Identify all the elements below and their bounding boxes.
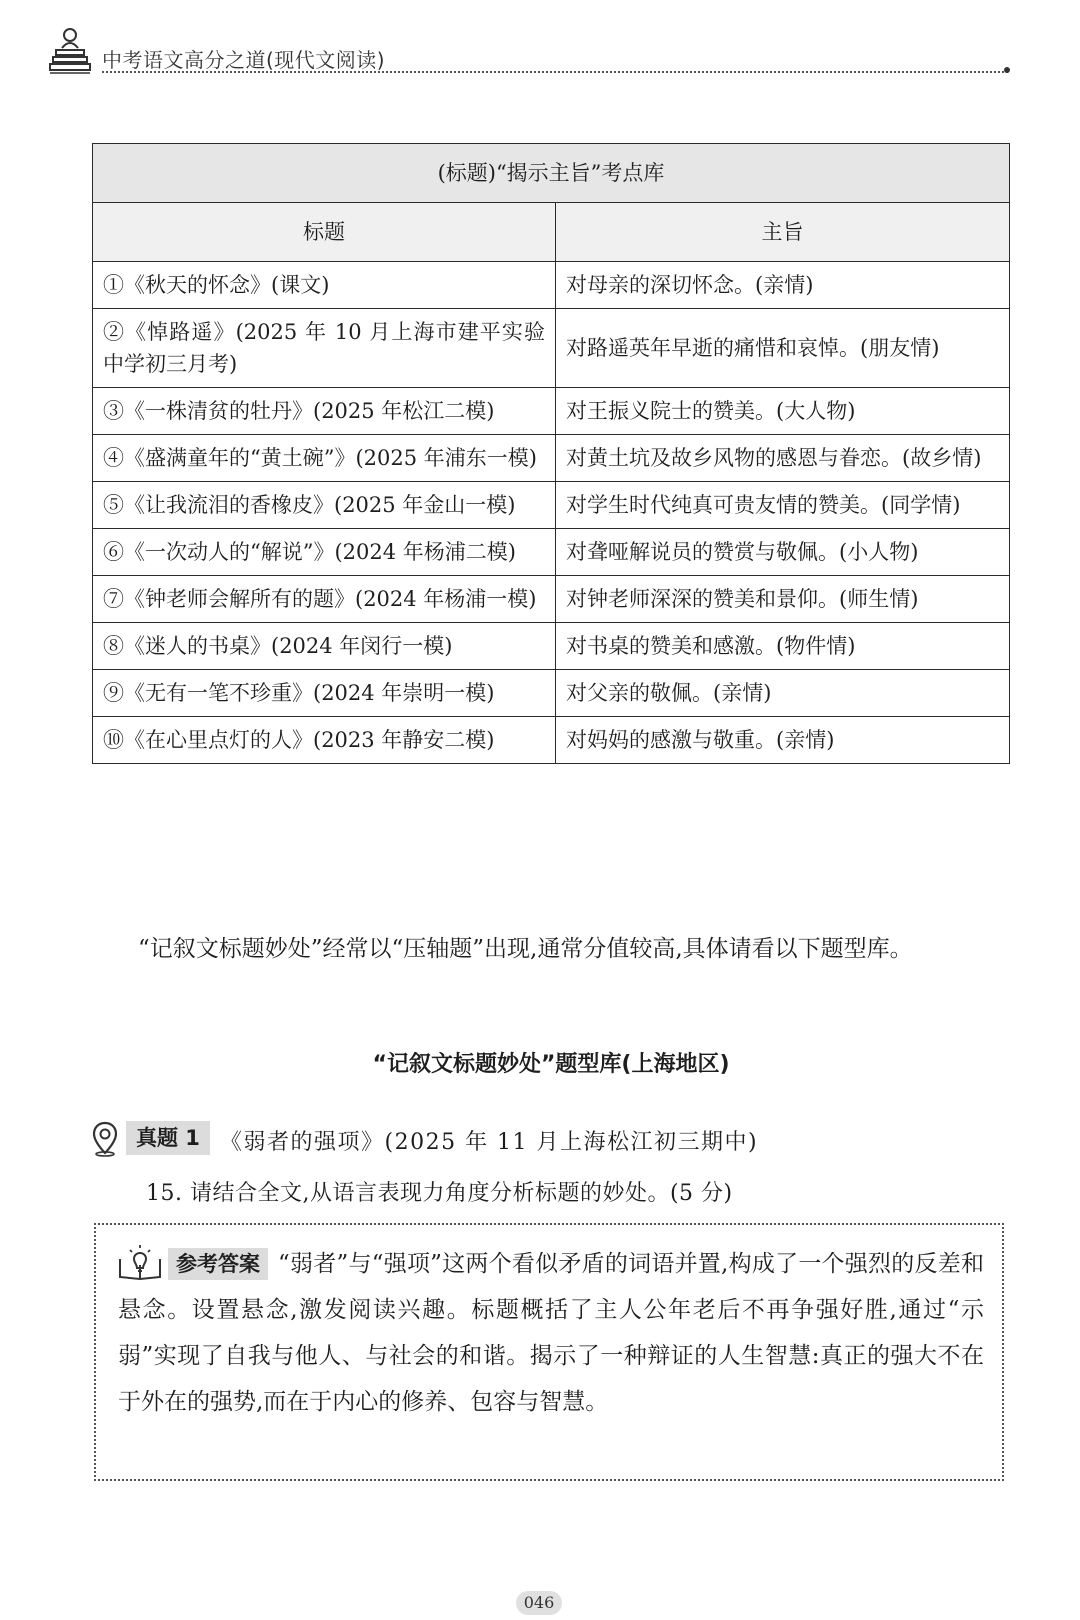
- intro-paragraph: “记叙文标题妙处”经常以“压轴题”出现,通常分值较高,具体请看以下题型库。: [138, 936, 913, 962]
- row-title: ④《盛满童年的“黄土碗”》(2025 年浦东一模): [93, 435, 556, 482]
- table-caption-row: [93, 144, 1010, 203]
- book-title: 中考语文高分之道(现代文阅读): [102, 48, 386, 72]
- table-row: [93, 717, 1010, 764]
- row-theme: 对妈妈的感激与敬重。(亲情): [556, 717, 1010, 764]
- table-row: [93, 262, 1010, 309]
- theme-knowledge-table: [92, 143, 1010, 764]
- header-rule-end-dot: [1004, 67, 1010, 73]
- page-header: [48, 26, 1008, 76]
- row-title: ①《秋天的怀念》(课文): [93, 262, 556, 309]
- table-row: [93, 623, 1010, 670]
- row-theme: 对王振义院士的赞美。(大人物): [556, 388, 1010, 435]
- row-title: ⑤《让我流泪的香橡皮》(2025 年金山一模): [93, 482, 556, 529]
- question-badge: 真题 1: [126, 1121, 210, 1155]
- page-number: 046: [516, 1591, 562, 1615]
- row-theme: 对母亲的深切怀念。(亲情): [556, 262, 1010, 309]
- table-caption: (标题)“揭示主旨”考点库: [93, 144, 1010, 203]
- row-title: ③《一株清贫的牡丹》(2025 年松江二模): [93, 388, 556, 435]
- row-theme: 对书桌的赞美和感激。(物件情): [556, 623, 1010, 670]
- book-lightbulb-icon: [118, 1245, 162, 1281]
- column-header-theme: 主旨: [556, 203, 1010, 262]
- row-theme: 对父亲的敬佩。(亲情): [556, 670, 1010, 717]
- question-source: 《弱者的强项》(2025 年 11 月上海松江初三期中): [220, 1130, 759, 1155]
- row-title: ⑥《一次动人的“解说”》(2024 年杨浦二模): [93, 529, 556, 576]
- row-title: ⑦《钟老师会解所有的题》(2024 年杨浦一模): [93, 576, 556, 623]
- table-row: [93, 576, 1010, 623]
- location-pin-icon: [92, 1121, 118, 1157]
- row-theme: 对路遥英年早逝的痛惜和哀悼。(朋友情): [556, 309, 1010, 388]
- table-row: [93, 309, 1010, 388]
- row-theme: 对钟老师深深的赞美和景仰。(师生情): [556, 576, 1010, 623]
- row-title: ⑧《迷人的书桌》(2024 年闵行一模): [93, 623, 556, 670]
- row-theme: 对聋哑解说员的赞赏与敬佩。(小人物): [556, 529, 1010, 576]
- table-header-row: [93, 203, 1010, 262]
- row-title: ⑨《无有一笔不珍重》(2024 年崇明一模): [93, 670, 556, 717]
- row-theme: 对黄土坑及故乡风物的感恩与眷恋。(故乡情): [556, 435, 1010, 482]
- row-title: ⑩《在心里点灯的人》(2023 年静安二模): [93, 717, 556, 764]
- table-row: [93, 529, 1010, 576]
- answer-box: [94, 1223, 1004, 1481]
- table-row: [93, 435, 1010, 482]
- section-title: “记叙文标题妙处”题型库(上海地区): [372, 1052, 730, 1077]
- table-row: [93, 670, 1010, 717]
- answer-content: [118, 1241, 984, 1425]
- question-prompt: 15. 请结合全文,从语言表现力角度分析标题的妙处。(5 分): [146, 1181, 733, 1206]
- row-title: ②《悼路遥》(2025 年 10 月上海市建平实验中学初三月考): [93, 309, 556, 388]
- column-header-title: 标题: [93, 203, 556, 262]
- table-row: [93, 482, 1010, 529]
- row-theme: 对学生时代纯真可贵友情的赞美。(同学情): [556, 482, 1010, 529]
- question-header: [92, 1117, 1010, 1161]
- header-divider: [102, 71, 1008, 73]
- answer-text: “弱者”与“强项”这两个看似矛盾的词语并置,构成了一个强烈的反差和悬念。设置悬念,激发阅读兴趣。标题概括了主人公年老后不再争强好胜,通过“示弱”实现了自我与他人、与社会的和谐。揭示了一种辩证的人生智慧:真正的强大不在于外在的强势,而在于内心的修养、包容与智慧。: [118, 1251, 984, 1415]
- table-row: [93, 388, 1010, 435]
- answer-badge: 参考答案: [168, 1248, 268, 1280]
- book-stack-logo-icon: [48, 26, 92, 74]
